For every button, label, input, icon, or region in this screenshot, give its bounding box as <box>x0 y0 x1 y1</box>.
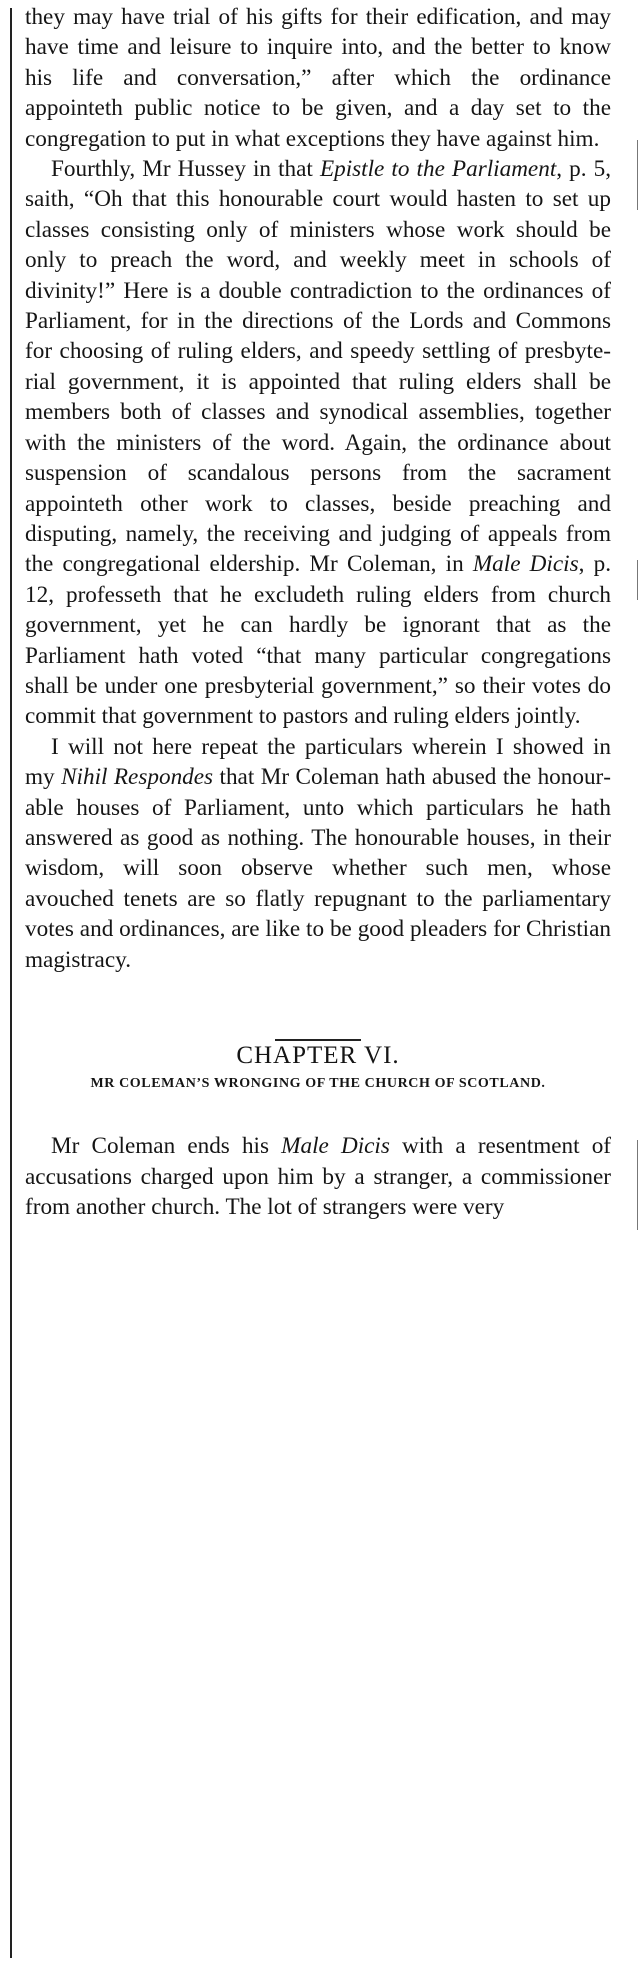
chapter-subtitle: MR COLEMAN’S WRONGING OF THE CHURCH OF SCOTLAND. <box>90 1076 546 1092</box>
text-run: , p. 5, saith, “Oh that this honourable court would hasten to set up classes consisting only of ministers whose work should be only to preach the word, and weekly meet in schools of divinity!” Here is a double contradiction to the ordinances of Parliament, for in the directions of the Lords and Commons for choosing of ruling elders, and speedy settling of presbyterial government, it is appointed that ruling elders shall be members both of classes and synodical assemblies, together with the ministers of the word. Again, the ordinance about suspension of scandalous persons from the sacrament appointeth other work to classes, beside preaching and disputing, namely, the receiving and judging of appeals from the congregational eldership. Mr Coleman, in <box>25 156 611 578</box>
chapter-heading: CHAPTER VI. <box>236 1042 400 1069</box>
right-margin-mark <box>637 140 638 210</box>
paragraph-2 <box>25 154 611 732</box>
paragraph-3 <box>25 732 611 975</box>
text-run: Mr Coleman ends his <box>51 1133 282 1160</box>
italic-title: Nihil Respondes <box>61 764 214 791</box>
right-margin-mark <box>637 1140 638 1230</box>
text-run: they may have trial of his gifts for their edification, and may have time and leisure to inquire into, and the better to know his life and conversation,” after which the ordinance appointeth public notice to be given, and a day set to the congregation to put in what exceptions they have against him. <box>25 4 611 152</box>
closing-paragraph <box>25 1131 611 1222</box>
text-run: , p. 12, professeth that he excludeth ruling elders from church government, yet he can hardly be ignorant that as the Parliament hath voted “that many particular congregations shall be under one presbyterial government,” so their votes do commit that government to pastors and ruling elders jointly. <box>25 551 612 730</box>
italic-title: Male Dicis <box>281 1133 390 1160</box>
right-margin-mark <box>637 560 638 600</box>
italic-title: Epistle to the Parliament <box>319 156 557 183</box>
text-run: with a resentment of accusations charged upon him by a stranger, a commissioner from another church. The lot of strangers were very <box>25 1133 612 1221</box>
text-run: Fourthly, Mr Hussey in that <box>51 156 320 183</box>
text-run: that Mr Coleman hath abused the honourable houses of Parliament, unto which particulars he hath answered as good as nothing. The honourable houses, in their wisdom, will soon observe whether such men, whose avouched tenets are so flatly repugnant to the parliamentary votes and ordinances, are like to be good pleaders for Christian magistracy. <box>25 764 612 973</box>
text-column <box>25 2 611 1223</box>
text-run: I will not here repeat the particulars wherein I showed in my <box>25 733 611 791</box>
paragraph-1 <box>25 2 611 154</box>
italic-title: Male Dicis <box>472 551 579 578</box>
left-margin-rule <box>10 8 12 1958</box>
